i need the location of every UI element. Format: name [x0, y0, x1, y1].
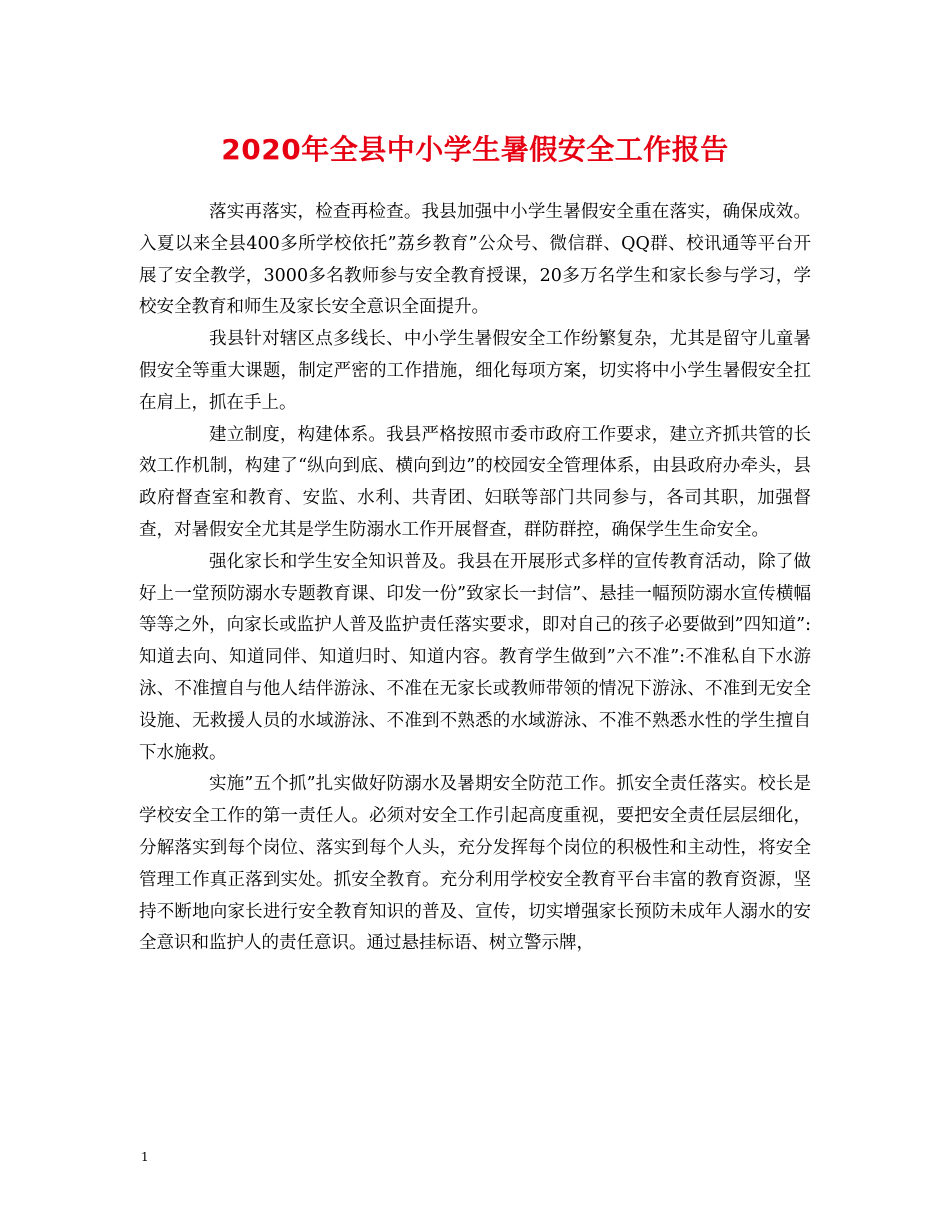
paragraph-3: 建立制度，构建体系。我县严格按照市委市政府工作要求，建立齐抓共管的长效工作机制，构建了“纵向到底、横向到边”的校园安全管理体系，由县政府办牵头，县政府督查室和教育、安监、水利、共青团、妇联等部门共同参与，各司其职，加强督查，对暑假安全尤其是学生防溺水工作开展督查，群防群控，确保学生生命安全。: [139, 424, 811, 540]
document-title: 2020年全县中小学生暑假安全工作报告: [221, 133, 729, 166]
paragraph-5: 实施”五个抓”扎实做好防溺水及暑期安全防范工作。抓安全责任落实。校长是学校安全工作的第一责任人。必须对安全工作引起高度重视，要把安全责任层层细化，分解落实到每个岗位、落实到每个人头，充分发挥每个岗位的积极性和主动性，将安全管理工作真正落到实处。抓安全教育。充分利用学校安全教育平台丰富的教育资源，坚持不断地向家长进行安全教育知识的普及、宣传，切实增强家长预防未成年人溺水的安全意识和监护人的责任意识。通过悬挂标语、树立警示牌，: [139, 774, 811, 954]
paragraph-1: 落实再落实，检查再检查。我县加强中小学生暑假安全重在落实，确保成效。入夏以来全县400多所学校依托”荔乡教育”公众号、微信群、QQ群、校讯通等平台开展了安全教学，3000多名教师参与安全教育授课，20多万名学生和家长参与学习，学校安全教育和师生及家长安全意识全面提升。: [139, 202, 811, 318]
document-body: [139, 197, 811, 960]
page-number: 1: [141, 1150, 149, 1164]
paragraph-4: 强化家长和学生安全知识普及。我县在开展形式多样的宣传教育活动，除了做好上一堂预防溺水专题教育课、印发一份”致家长一封信”、悬挂一幅预防溺水宣传横幅等等之外，向家长或监护人普及监护责任落实要求，即对自己的孩子必要做到”四知道”:知道去向、知道同伴、知道归时、知道内容。教育学生做到”六不准”:不准私自下水游泳、不准擅自与他人结伴游泳、不准在无家长或教师带领的情况下游泳、不准到无安全设施、无救援人员的水域游泳、不准到不熟悉的水域游泳、不准不熟悉水性的学生擅自下水施救。: [139, 551, 811, 763]
paragraph-2: 我县针对辖区点多线长、中小学生暑假安全工作纷繁复杂，尤其是留守儿童暑假安全等重大课题，制定严密的工作措施，细化每项方案，切实将中小学生暑假安全扛在肩上，抓在手上。: [139, 329, 811, 413]
